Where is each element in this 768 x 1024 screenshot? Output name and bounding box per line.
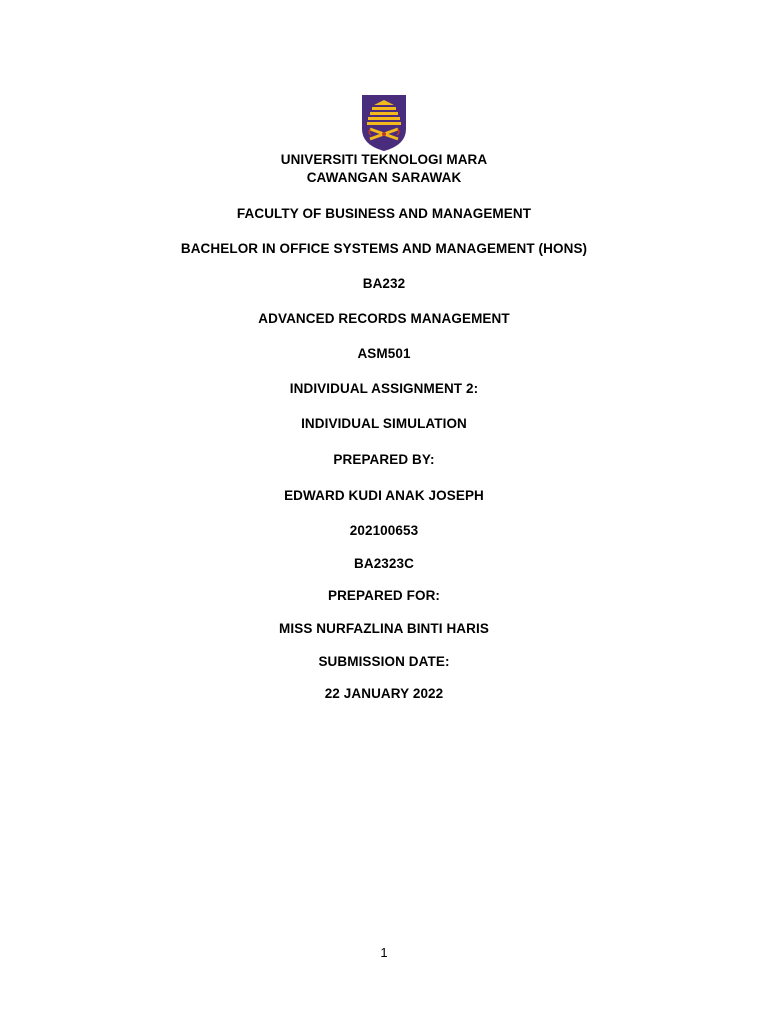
assignment-label: INDIVIDUAL ASSIGNMENT 2: bbox=[289, 381, 479, 396]
university-name: UNIVERSITI TEKNOLOGI MARA bbox=[280, 152, 488, 167]
prepared-by-label: PREPARED BY: bbox=[333, 452, 435, 467]
course-code: ASM501 bbox=[357, 346, 411, 361]
group-code: BA2323C bbox=[354, 556, 414, 571]
student-name: EDWARD KUDI ANAK JOSEPH bbox=[284, 488, 484, 503]
programme-code: BA232 bbox=[362, 276, 406, 291]
prepared-for-label: PREPARED FOR: bbox=[327, 588, 441, 603]
student-id: 202100653 bbox=[349, 523, 419, 538]
submission-date-label: SUBMISSION DATE: bbox=[318, 654, 450, 669]
course-name: ADVANCED RECORDS MANAGEMENT bbox=[258, 311, 510, 326]
lecturer-name: MISS NURFAZLINA BINTI HARIS bbox=[279, 621, 489, 636]
campus-name: CAWANGAN SARAWAK bbox=[306, 170, 462, 185]
programme-name: BACHELOR IN OFFICE SYSTEMS AND MANAGEMENT (HONS) bbox=[180, 241, 588, 256]
page-number: 1 bbox=[380, 945, 388, 960]
faculty-name: FACULTY OF BUSINESS AND MANAGEMENT bbox=[236, 206, 532, 221]
submission-date: 22 JANUARY 2022 bbox=[324, 686, 444, 701]
university-crest-icon bbox=[360, 93, 408, 153]
assignment-title: INDIVIDUAL SIMULATION bbox=[301, 416, 467, 431]
